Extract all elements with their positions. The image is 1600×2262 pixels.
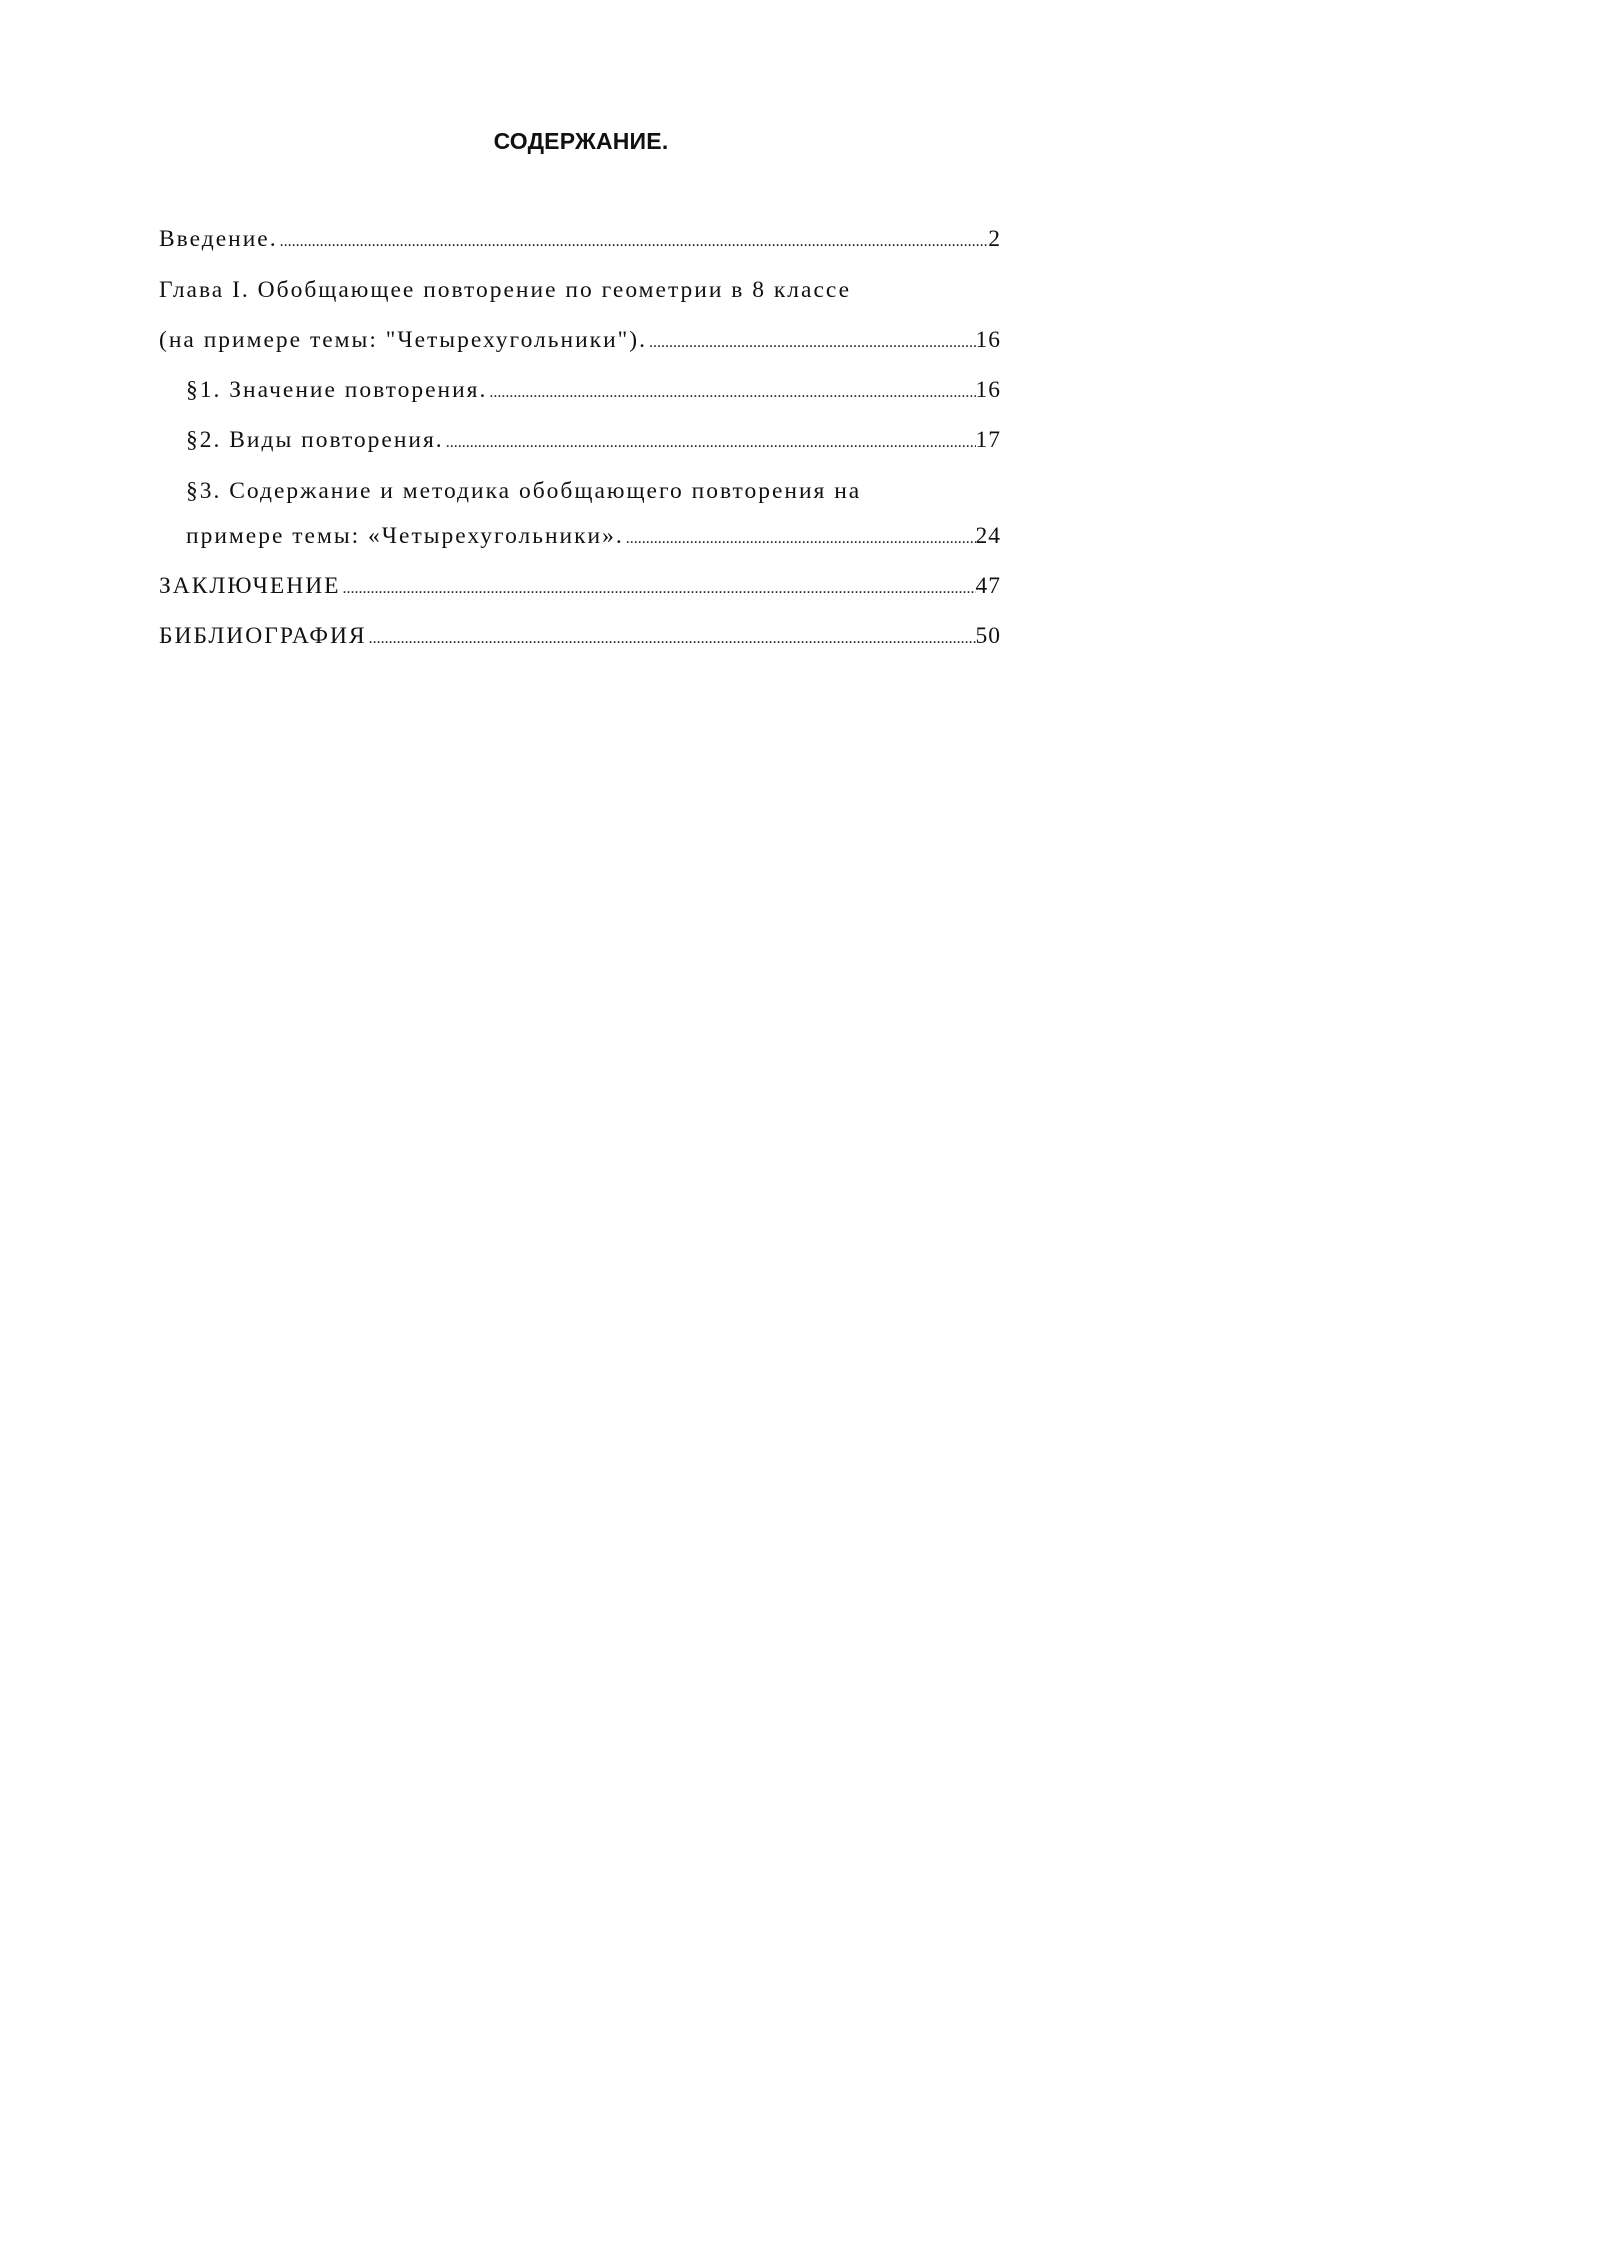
document-page bbox=[0, 0, 1110, 1572]
toc-entry-label: примере темы: «Четырехугольники». bbox=[186, 523, 624, 549]
toc-page-number: 16 bbox=[975, 327, 1001, 353]
toc-page-number: 47 bbox=[975, 573, 1001, 599]
toc-entry-label: ЗАКЛЮЧЕНИЕ bbox=[159, 573, 341, 599]
toc-leader-dots bbox=[280, 233, 989, 251]
toc-page-number: 17 bbox=[975, 427, 1001, 453]
toc-entry-section-3-line-1[interactable] bbox=[186, 478, 1001, 510]
toc-entry-label: (на примере темы: "Четырехугольники"). bbox=[159, 327, 647, 353]
toc-page-number: 2 bbox=[988, 226, 1001, 252]
toc-entry-label: §3. Содержание и методика обобщающего повторения на bbox=[186, 478, 862, 504]
toc-entry-conclusion[interactable] bbox=[159, 573, 1001, 605]
toc-leader-dots bbox=[343, 580, 976, 598]
toc-page-number: 50 bbox=[975, 623, 1001, 649]
toc-entry-bibliography[interactable] bbox=[159, 623, 1001, 655]
toc-entry-label: §2. Виды повторения. bbox=[186, 427, 444, 453]
toc-leader-dots bbox=[626, 530, 976, 548]
toc-page-number: 16 bbox=[975, 377, 1001, 403]
toc-entry-introduction[interactable] bbox=[159, 226, 1001, 258]
toc-entry-section-3-line-2[interactable] bbox=[186, 523, 1001, 555]
toc-entry-label: Глава I. Обобщающее повторение по геометрии в 8 классе bbox=[159, 277, 852, 303]
toc-entry-section-1[interactable] bbox=[186, 377, 1001, 409]
toc-entry-label: §1. Значение повторения. bbox=[186, 377, 488, 403]
toc-entry-label: Введение. bbox=[159, 226, 278, 252]
toc-leader-dots bbox=[369, 630, 976, 648]
toc-leader-dots bbox=[489, 384, 975, 402]
page-title: СОДЕРЖАНИЕ. bbox=[493, 128, 669, 154]
toc-entry-label: БИБЛИОГРАФИЯ bbox=[159, 623, 367, 649]
toc-leader-dots bbox=[649, 334, 976, 352]
toc-entry-section-2[interactable] bbox=[186, 427, 1001, 459]
toc-entry-chapter-1-line-1[interactable] bbox=[159, 277, 1001, 309]
toc-leader-dots bbox=[446, 434, 976, 452]
toc-page-number: 24 bbox=[975, 523, 1001, 549]
toc-entry-chapter-1-line-2[interactable] bbox=[159, 327, 1001, 359]
